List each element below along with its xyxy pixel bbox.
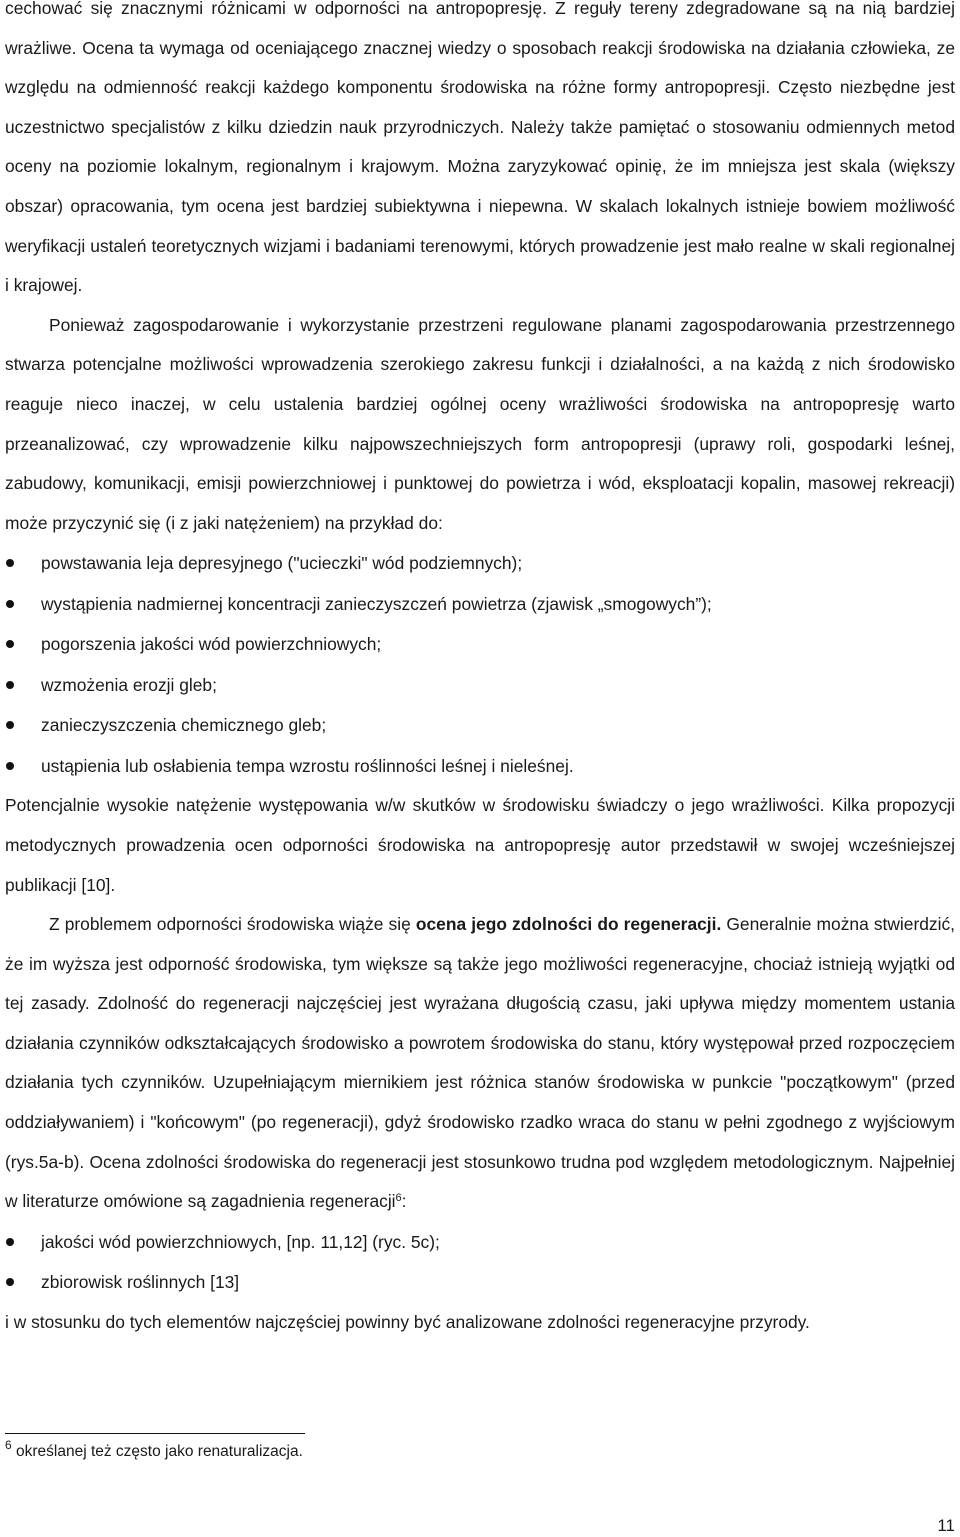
body-text [5,0,955,1342]
paragraph-5: i w stosunku do tych elementów najczęściej powinny być analizowane zdolności regeneracyjne przyrody. [5,1311,810,1332]
paragraph-4-body: Generalnie można stwierdzić, że im wyższa jest odporność środowiska, tym większe są także jego możliwości regeneracyjne, chociaż istnieją wyjątki od tej zasady. Zdolność do regeneracji najczęściej jest wyrażana długością czasu, jaki upływa między momentem ustania działania czynników odkształcających środowisko a powrotem środowiska do stanu, który występował przed rozpoczęciem działania tych czynników. Uzupełniającym miernikiem jest różnica stanów środowiska w punkcie "początkowym" (przed oddziaływaniem) i "końcowym" (po regeneracji), gdyż środowisko rzadko wraca do stanu w pełni zgodnego z wyjściowym (rys.5a-b). Ocena zdolności środowiska do regeneracji jest stosunkowo trudna pod względem metodologicznym. Najpełniej w literaturze omówione są zagadnienia regeneracji [5,914,955,1212]
list-item: zanieczyszczenia chemicznego gleb; [5,705,955,746]
footnote-separator [5,1433,305,1434]
list-item: pogorszenia jakości wód powierzchniowych; [5,624,955,665]
paragraph-4-bold-phrase: ocena jego zdolności do regeneracji. [415,914,722,935]
effects-list [5,543,955,786]
footnote-reference[interactable]: 6 [395,1192,402,1205]
paragraph-4 [5,905,955,1222]
list-item: wzmożenia erozji gleb; [5,665,955,706]
footnote-number: 6 [5,1438,12,1452]
paragraph-2: Ponieważ zagospodarowanie i wykorzystanie przestrzeni regulowane planami zagospodarowania przestrzennego stwarza potencjalne możliwości wprowadzenia szerokiego zakresu funkcji i działalności, a na każdą z nich środowisko reaguje nieco inaczej, w celu ustalenia bardziej ogólnej oceny wrażliwości środowiska na antropopresję warto przeanalizować, czy wprowadzenie kilku najpowszechniejszych form antropopresji (uprawy roli, gospodarki leśnej, zabudowy, komunikacji, emisji powierzchniowej i punktowej do powietrza i wód, eksploatacji kopalin, masowej rekreacji) może przyczynić się (i z jaki natężeniem) na przykład do: [5,314,955,533]
footnote-text: określanej też często jako renaturalizacja. [11,1443,303,1460]
list-item: jakości wód powierzchniowych, [np. 11,12] (ryc. 5c); [5,1222,955,1263]
paragraph-4-tail: : [401,1191,407,1212]
paragraph-1: cechować się znacznymi różnicami w odporności na antropopresję. Z reguły tereny zdegradowane są na nią bardziej wrażliwe. Ocena ta wymaga od oceniającego znacznej wiedzy o sposobach reakcji środowiska na działania człowieka, ze względu na odmienność reakcji każdego komponentu środowiska na różne formy antropopresji. Często niezbędne jest uczestnictwo specjalistów z kilku dziedzin nauk przyrodniczych. Należy także pamiętać o stosowaniu odmiennych metod oceny na poziomie lokalnym, regionalnym i krajowym. Można zaryzykować opinię, że im mniejsza jest skala (większy obszar) opracowania, tym ocena jest bardziej subiektywna i niepewna. W skalach lokalnych istnieje bowiem możliwość weryfikacji ustaleń teoretycznych wizjami i badaniami terenowymi, których prowadzenie jest mało realne w skali regionalnej i krajowej. [5,0,955,296]
paragraph-4-lead: Z problemem odporności środowiska wiąże się [49,914,416,935]
list-item: wystąpienia nadmiernej koncentracji zanieczyszczeń powietrza (zjawisk „smogowych”); [5,584,955,625]
list-item: ustąpienia lub osłabienia tempa wzrostu roślinności leśnej i nieleśnej. [5,746,955,787]
paragraph-3: Potencjalnie wysokie natężenie występowania w/w skutków w środowisku świadczy o jego wrażliwości. Kilka propozycji metodycznych prowadzenia ocen odporności środowiska na antropopresję autor przedstawił w swojej wcześniejszej publikacji [10]. [5,795,955,895]
page-number: 11 [937,1516,955,1535]
list-item: powstawania leja depresyjnego ("ucieczki" wód podziemnych); [5,543,955,584]
footnote [5,1438,303,1462]
list-item: zbiorowisk roślinnych [13] [5,1262,955,1303]
regeneration-list [5,1222,955,1303]
